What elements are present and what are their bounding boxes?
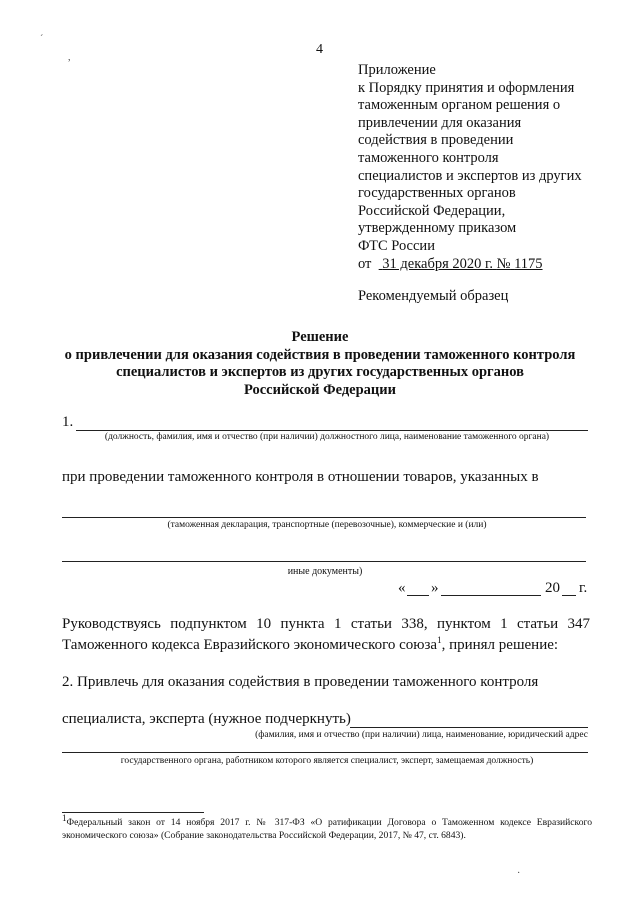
scan-mark: · [517,868,521,879]
official-caption: (должность, фамилия, имя и отчество (при наличии) должностного лица, наименование таможенного органа) [104,432,550,442]
appendix-block [358,62,582,273]
section-2-text: 2. Привлечь для оказания содействия в проведении таможенного контроля [62,674,539,690]
date-month-blank [441,595,541,596]
document-title [0,329,640,399]
appendix-line: ФТС России [358,237,435,254]
recommended-sample: Рекомендуемый образец [358,288,509,304]
title-line: Российской Федерации [243,381,396,398]
title-line: специалистов и экспертов из других государственных органов [116,364,524,380]
specialist-blank-line [350,727,588,728]
documents-blank-line [62,561,586,562]
page-number: 4 [316,42,323,57]
order-reference [358,256,582,274]
scan-mark: ´ [40,34,44,45]
date-year-prefix: 20 [545,580,560,596]
appendix-line: таможенным органом решения о [358,97,561,114]
footnote-text: Федеральный закон от 14 ноября 2017 г. № 317-ФЗ «О ратификации Договора о Таможенном кодексе Евразийского экономического союза» (Собрание законодательства Российской Федерации, 2017, № 47, ст. 6843). [62,817,592,841]
order-date: 31 декабря 2020 г. № 1175 [382,255,543,272]
appendix-line: Российской Федерации, [358,202,506,219]
appendix-line: привлечении для оказания [358,114,522,131]
declaration-blank-line [62,517,586,518]
title-line: о привлечении для оказания содействия в проведении таможенного контроля [64,346,576,363]
appendix-line: таможенного контроля [358,149,499,166]
date-day-blank [407,595,429,596]
date-open-quote: « [398,580,406,596]
order-prefix: от [358,255,372,272]
guided-by-line: Таможенного кодекса Евразийского экономического союза$^1$, принял решение: [62,635,559,653]
order-number: 1175 [514,255,543,272]
declaration-caption: (таможенная декларация, транспортные (перевозочные), коммерческие и (или) [167,520,487,530]
footnote-separator [62,812,204,813]
date-year-suffix: г. [579,580,588,596]
footnote [62,812,592,842]
guided-by-paragraph [62,614,590,656]
footnote-ref: 1 [437,635,442,645]
official-blank-line [76,430,588,431]
documents-caption: иные документы) [287,566,363,577]
specialist-caption: (фамилия, имя и отчество (при наличии) лица, наименование, юридический адрес [255,730,588,740]
appendix-line: государственных органов [358,185,516,202]
goods-text: при проведении таможенного контроля в отношении товаров, указанных в [62,469,539,485]
specialist-text: специалиста, эксперта (нужное подчеркнуть) [62,711,351,727]
appendix-line: Приложение [358,62,436,78]
section-1-number: 1. [62,414,74,430]
date-year-blank [562,595,576,596]
appendix-line: утвержденному приказом [358,220,517,237]
organ-caption: государственного органа, работником которого является специалист, эксперт, замещаемая должность) [120,756,534,766]
order-number-prefix: № [496,255,511,272]
footnote-number: 1 [62,812,67,823]
appendix-line: специалистов и экспертов из других [358,167,582,184]
scan-mark: , [68,52,71,63]
appendix-line: к Порядку принятия и оформления [358,79,575,96]
title-heading: Решение [291,329,349,345]
date-close-quote: » [431,580,439,596]
appendix-line: содействия в проведении [358,132,514,149]
organ-blank-line [62,752,588,753]
guided-by-line: Руководствуясь подпунктом 10 пункта 1 статьи 338, пунктом 1 статьи 347 [62,616,590,632]
